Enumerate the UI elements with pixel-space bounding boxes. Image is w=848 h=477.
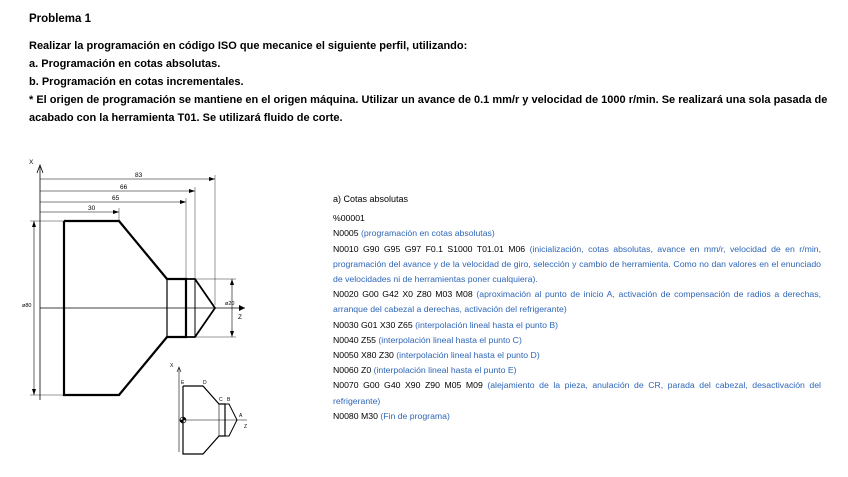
statement-line-5: acabado con la herramienta T01. Se utilizará fluido de corte. bbox=[29, 112, 343, 124]
dim-30-label: 30 bbox=[88, 205, 96, 212]
code-comment: (aproximación al punto de inicio A, activación de compensación de radios a derechas, arranque del cabezal a derechas, activación del refrigerante) bbox=[333, 289, 821, 315]
z-axis-label: Z bbox=[238, 314, 242, 321]
code-line bbox=[333, 226, 821, 241]
dim-66-label: 66 bbox=[120, 184, 128, 191]
code-comment: (Fin de programa) bbox=[380, 410, 450, 421]
code-comment: (inicialización, cotas absolutas, avance en mm/r, velocidad de en r/min, programación del avance y de la velocidad de giro, selección y cambio de herramienta. Como no dan valores en el enunciado de velocidades ni de herramientas poner cualquiera). bbox=[333, 243, 821, 285]
code-line bbox=[333, 363, 821, 378]
problem-title: Problema 1 bbox=[29, 13, 91, 25]
inset-point-b: B bbox=[227, 397, 231, 403]
code-comment: (interpolación lineal hasta el punto E) bbox=[373, 365, 517, 376]
points-inset-diagram bbox=[165, 360, 250, 460]
code-line bbox=[333, 333, 821, 348]
statement-line-3: b. Programación en cotas incrementales. bbox=[29, 76, 244, 88]
x-axis-label: X bbox=[29, 159, 34, 166]
code-line bbox=[333, 348, 821, 363]
code-line bbox=[333, 409, 821, 424]
code-block: N0050 X80 Z30 bbox=[333, 350, 394, 361]
dim-phi80-label: ø80 bbox=[22, 303, 32, 309]
iso-program-listing bbox=[333, 192, 821, 424]
code-line bbox=[333, 318, 821, 333]
statement-line-4: * El origen de programación se mantiene en el origen máquina. Utilizar un avance de 0.1 mm/r y velocidad de 1000 r/min. Se realizará una sola pasada de bbox=[29, 94, 828, 106]
dim-phi20-label: ø20 bbox=[225, 301, 235, 307]
inset-point-c: C bbox=[219, 397, 223, 403]
code-block: N0060 Z0 bbox=[333, 365, 372, 376]
statement-line-1: Realizar la programación en código ISO que mecanice el siguiente perfil, utilizando: bbox=[29, 40, 468, 52]
inset-x-axis-label: X bbox=[170, 363, 174, 369]
code-comment: (alejamiento de la pieza, anulación de CR, parada del cabezal, desactivación del refrigerante) bbox=[333, 380, 821, 406]
inset-point-d: D bbox=[203, 380, 207, 386]
program-number: %00001 bbox=[333, 213, 365, 224]
inset-point-a: A bbox=[239, 413, 243, 419]
code-block: N0020 G00 G42 X0 Z80 M03 M08 bbox=[333, 289, 473, 300]
dim-65-label: 65 bbox=[112, 195, 120, 202]
section-subtitle: a) Cotas absolutas bbox=[333, 194, 409, 204]
code-comment: (interpolación lineal hasta el punto B) bbox=[415, 319, 559, 330]
inset-z-axis-label: Z bbox=[244, 424, 248, 430]
code-block: N0040 Z55 bbox=[333, 334, 376, 345]
code-block: N0070 G00 G40 X90 Z90 M05 M09 bbox=[333, 380, 483, 391]
code-block: N0080 M30 bbox=[333, 410, 378, 421]
code-line bbox=[333, 242, 821, 288]
code-comment: (interpolación lineal hasta el punto C) bbox=[378, 334, 522, 345]
statement-line-2: a. Programación en cotas absolutas. bbox=[29, 58, 221, 70]
code-line bbox=[333, 287, 821, 317]
code-block: N0005 bbox=[333, 228, 359, 239]
code-line bbox=[333, 378, 821, 408]
inset-point-e: E bbox=[181, 380, 185, 386]
code-block: N0030 G01 X30 Z65 bbox=[333, 319, 413, 330]
dim-83-label: 83 bbox=[135, 172, 143, 179]
code-comment: (programación en cotas absolutas) bbox=[361, 228, 495, 239]
code-block: N0010 G90 G95 G97 F0.1 S1000 T01.01 M06 bbox=[333, 243, 526, 254]
code-comment: (interpolación lineal hasta el punto D) bbox=[396, 350, 540, 361]
